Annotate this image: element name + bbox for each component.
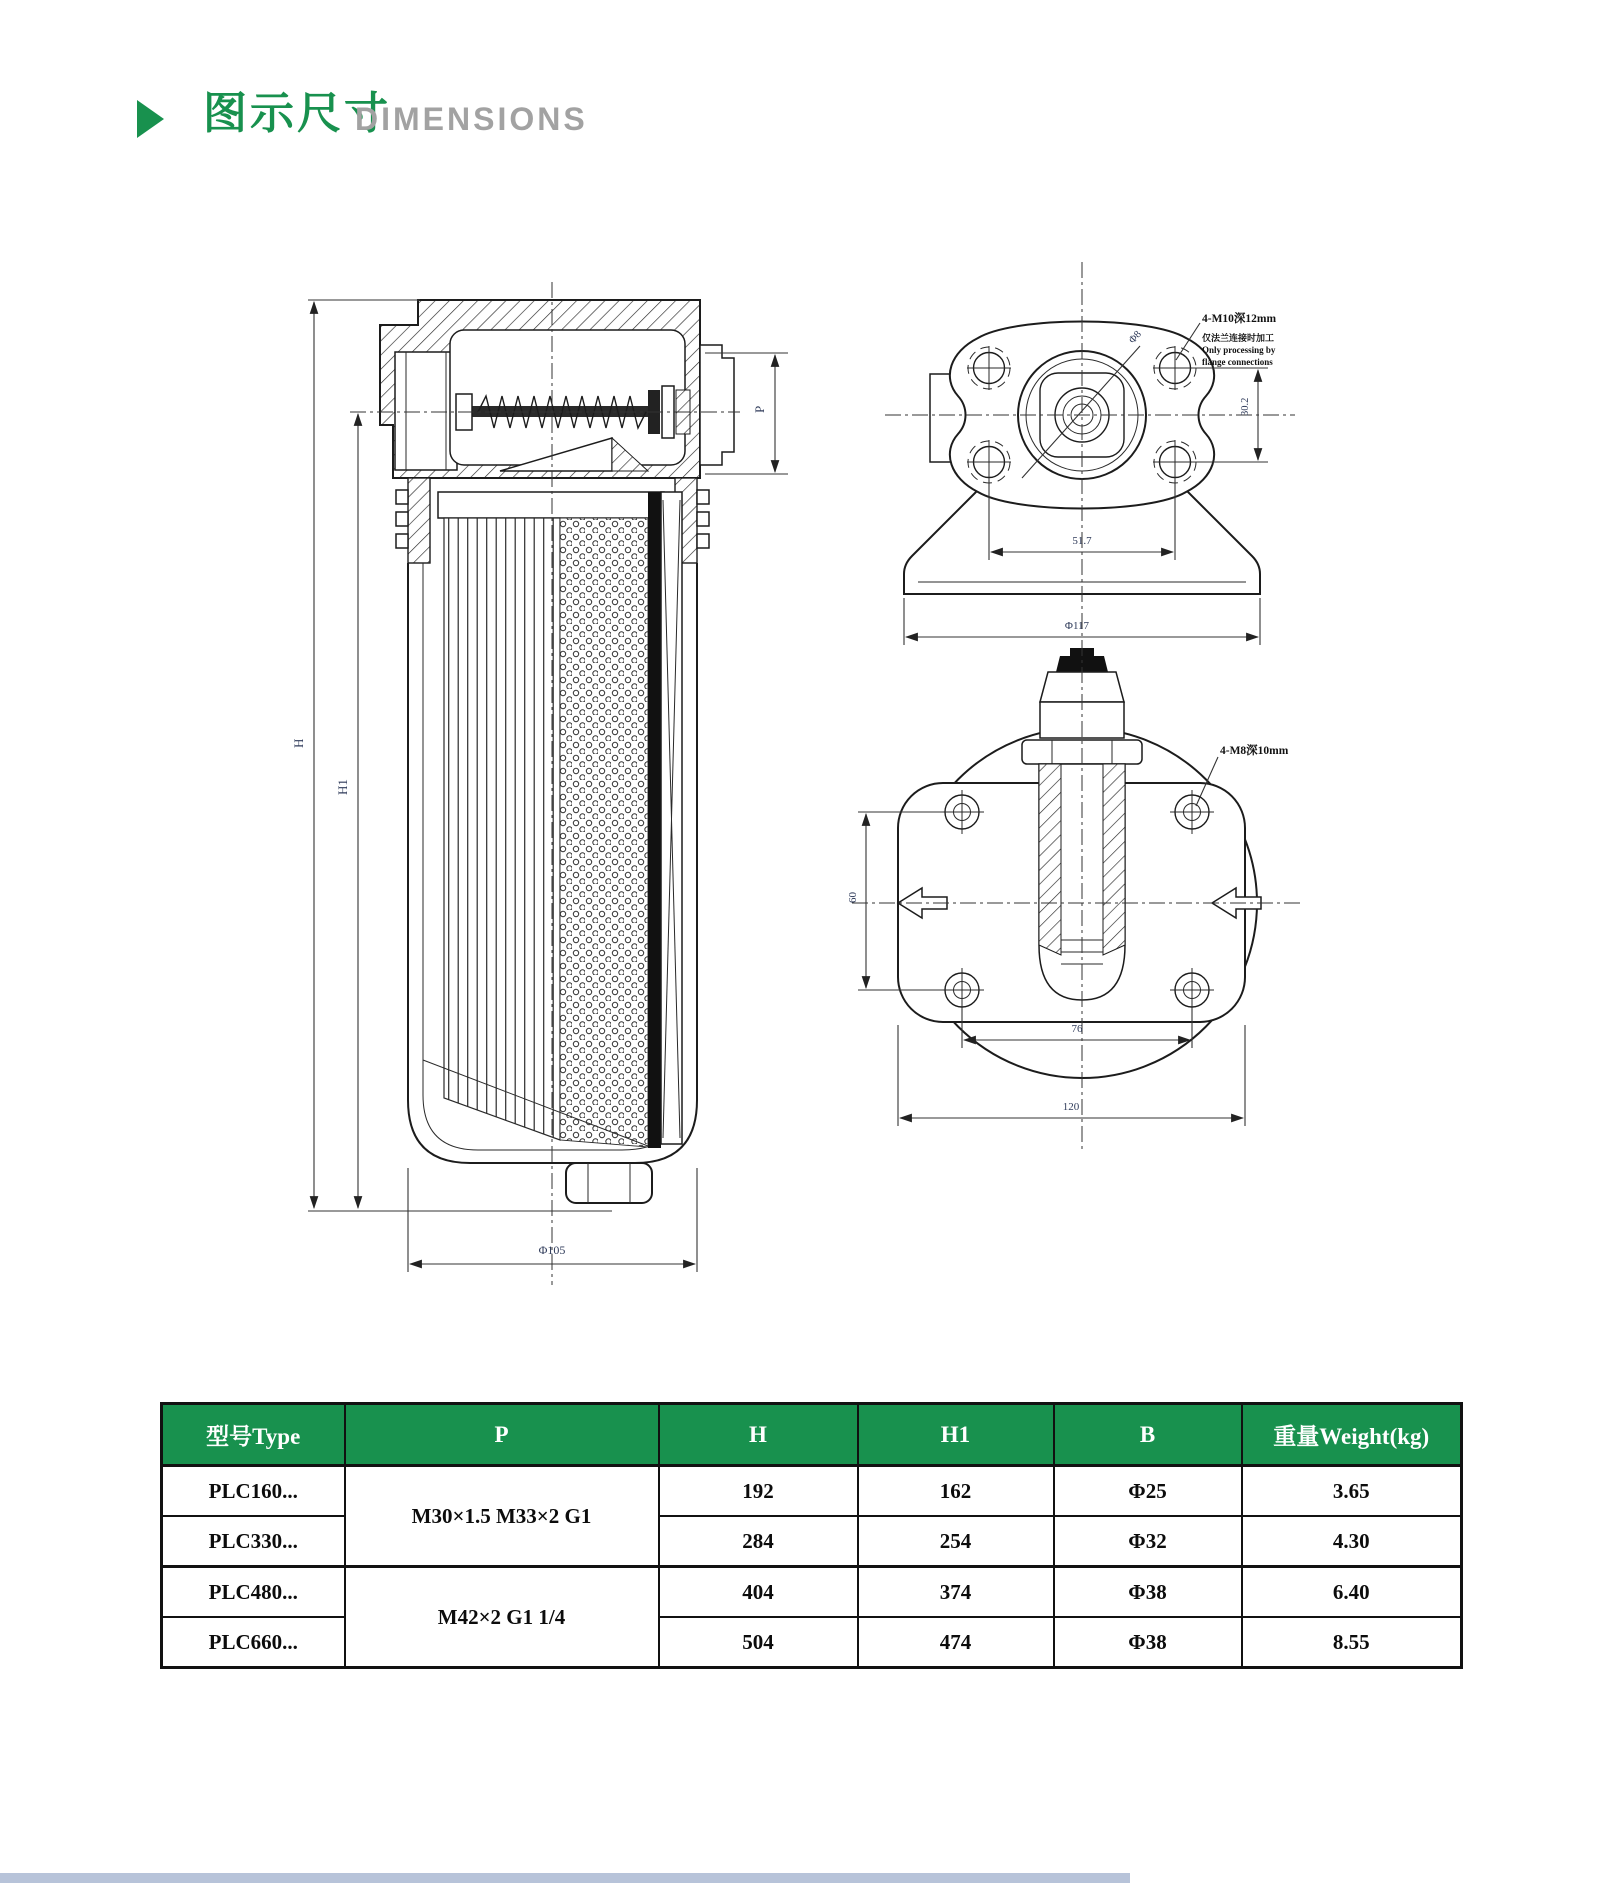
cell-b: Φ32 (1054, 1516, 1242, 1567)
dim-h1-label: H1 (335, 779, 350, 795)
cell-p-group1: M30×1.5 M33×2 G1 (345, 1466, 659, 1567)
spec-table-wrap (160, 1402, 1463, 1669)
dim-h1 (335, 414, 358, 1208)
cell-h: 504 (659, 1617, 858, 1668)
bolt-note-bottom-label: 4-M8深10mm (1220, 745, 1289, 757)
table-row (162, 1466, 1462, 1517)
bolt-note-en2: flange connections (1202, 357, 1273, 367)
cell-h: 284 (659, 1516, 858, 1567)
cell-p-group2: M42×2 G1 1/4 (345, 1567, 659, 1668)
dim-h-label: H (291, 738, 306, 748)
dim-60-label: 60 (847, 892, 859, 903)
top-view (885, 262, 1295, 655)
cell-weight: 3.65 (1242, 1466, 1462, 1517)
table-row (162, 1567, 1462, 1618)
outlet-port (700, 345, 734, 465)
bolt-note-zh: 仅法兰连接时加工 (1202, 333, 1275, 343)
cell-h1: 474 (858, 1617, 1054, 1668)
col-header-type: 型号Type (162, 1404, 345, 1466)
dim-117 (904, 598, 1260, 645)
drain-nut (566, 1163, 652, 1203)
table-header-row (162, 1404, 1462, 1466)
cell-weight: 4.30 (1242, 1516, 1462, 1567)
dim-bowl-dia-label: Φ105 (538, 1243, 566, 1257)
cell-h1: 254 (858, 1516, 1054, 1567)
cell-h1: 374 (858, 1567, 1054, 1618)
cell-type: PLC160... (162, 1466, 345, 1517)
col-header-h1: H1 (858, 1404, 1054, 1466)
bolt-note-en1: Only processing by (1202, 345, 1276, 355)
cell-b: Φ38 (1054, 1617, 1242, 1668)
dim-p-label: P (752, 405, 767, 413)
dim-120-label: 120 (1062, 1101, 1080, 1113)
spec-table (160, 1402, 1463, 1669)
page-title-en: DIMENSIONS (355, 101, 588, 137)
col-header-weight: 重量Weight(kg) (1242, 1404, 1462, 1466)
cell-b: Φ25 (1054, 1466, 1242, 1517)
cell-weight: 6.40 (1242, 1567, 1462, 1618)
bolt-note-top-label: 4-M10深12mm (1202, 313, 1277, 325)
col-header-p: P (345, 1404, 659, 1466)
bottom-view (847, 640, 1300, 1150)
dim-30-2-label: 30.2 (1240, 397, 1251, 416)
dim-51-7-label: 51.7 (1072, 535, 1092, 547)
dim-76-label: 76 (1071, 1023, 1083, 1035)
cell-h: 404 (659, 1567, 858, 1618)
cell-type: PLC480... (162, 1567, 345, 1618)
col-header-b: B (1054, 1404, 1242, 1466)
cell-type: PLC330... (162, 1516, 345, 1567)
dim-port8-label: Φ8 (1127, 329, 1144, 347)
side-section-view (291, 282, 788, 1285)
col-header-h: H (659, 1404, 858, 1466)
inlet-port (395, 352, 457, 470)
cell-h: 192 (659, 1466, 858, 1517)
page-title-zh: 图示尺寸 (203, 89, 391, 138)
cell-b: Φ38 (1054, 1567, 1242, 1618)
cell-type: PLC660... (162, 1617, 345, 1668)
dim-117-label: Φ117 (1064, 620, 1090, 632)
footer-strip (0, 1873, 1130, 1883)
cell-h1: 162 (858, 1466, 1054, 1517)
cell-weight: 8.55 (1242, 1617, 1462, 1668)
